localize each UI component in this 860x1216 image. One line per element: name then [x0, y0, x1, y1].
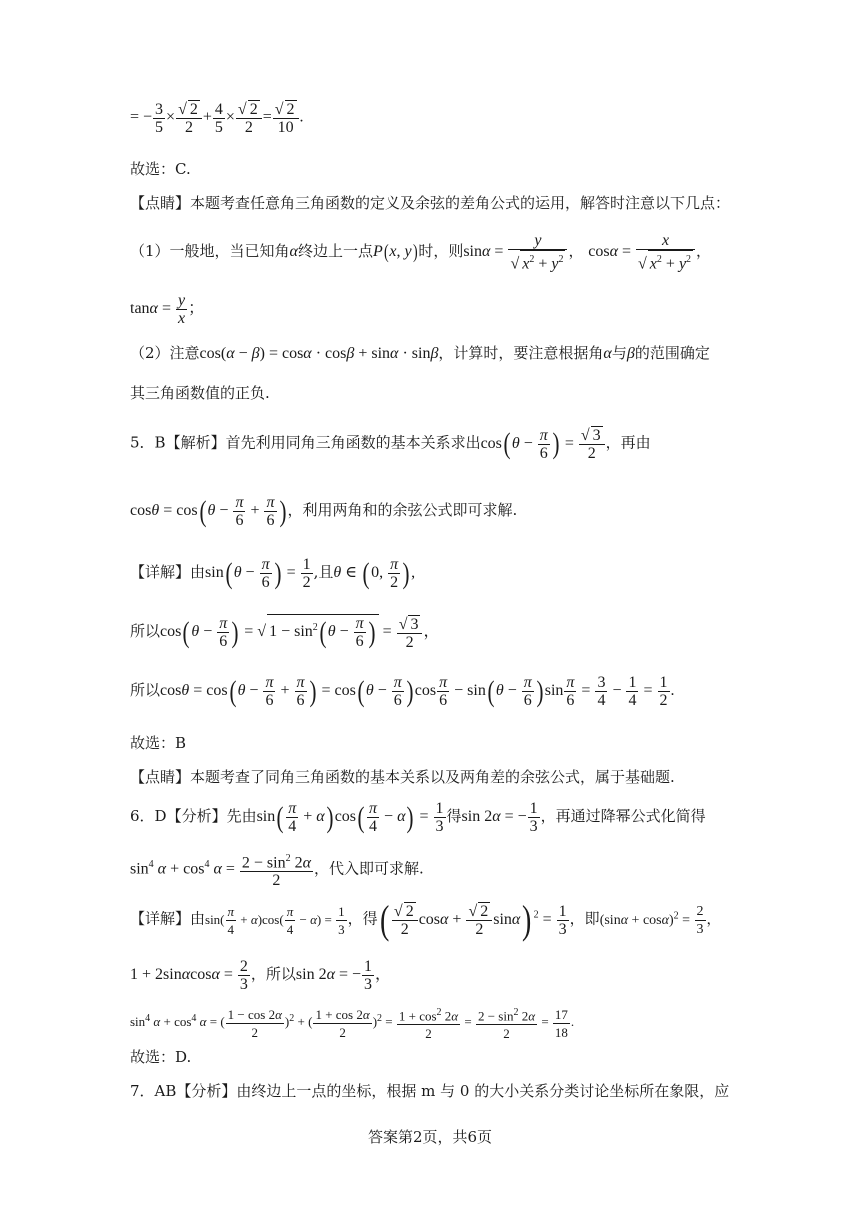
text-line-7: 其三角函数值的正负.: [130, 384, 270, 402]
formula-line-12: 所以cosθ = cos(θ − $\frac{\pi}{6}$ + $\frac{\pi}{6}$ ) = cos(θ − $\frac{\pi}{6}$ )cos $\frac{\pi}{6}$ − sin(θ − $\frac{\pi}{6}$ )sin $\frac{\pi}{6}$ = $\frac{3}{4}$ − $\frac{1}{4}$ = $\frac{1}{2}$ .: [130, 674, 675, 709]
problem-6-analysis: 6．D【分析】先由sin( $\frac{\pi}{4}$ + α)cos( $\frac{\pi}{4}$ − α) = $\frac{1}{3}$ 得sin 2α = − $\frac{1}{3}$ ，再通过降幂公式化简得: [130, 800, 706, 835]
problem-7-analysis: 7．AB【分析】由终边上一点的坐标，根据 m 与 0 的大小关系分类讨论坐标所在象限，应: [130, 1082, 730, 1100]
answer-line-d: 故选：D.: [130, 1048, 192, 1066]
problem-5-detail: 【详解】由sin(θ − $\frac{\pi}{6}$ ) = $\frac{1}{2}$ ,且θ ∈ (0, $\frac{\pi}{2}$ ),: [130, 556, 416, 591]
formula-line-9: cosθ = cos(θ − $\frac{\pi}{6}$ + $\frac{\pi}{6}$ ) ，利用两角和的余弦公式即可求解.: [130, 494, 518, 529]
answer-line-b: 故选：B: [130, 734, 187, 752]
formula-line-16: $\sin^4 \alpha + \cos^4 \alpha$ = $\frac{2 - \sin^2 2\alpha}{2}$ ，代入即可求解.: [130, 850, 424, 889]
formula-line-11: 所以cos(θ − $\frac{\pi}{6}$ ) = √ $1 - \sin^2(\theta$ − $\frac{\pi}{6}$ ) = $\frac{√ 3}{2}$ ，: [130, 615, 440, 651]
comment-line-b: 【点睛】本题考查了同角三角函数的基本关系以及两角差的余弦公式，属于基础题.: [130, 768, 675, 786]
comment-paragraph: 【点睛】本题考查任意角三角函数的定义及余弦的差角公式的运用，解答时注意以下几点：: [130, 194, 731, 212]
formula-line-6: （2）注意cos(α − β) = cosα · cosβ + sinα · sinβ，计算时，要注意根据角α与β的范围确定: [130, 344, 710, 362]
formula-line-1: = − $\frac{3}{5}$ × $\frac{√ 2}{2}$ + $\frac{4}{5}$ × $\frac{√ 2}{2}$ = $\frac{√ 2}{10}$ .: [130, 100, 304, 136]
answer-line: 故选：C.: [130, 160, 191, 178]
formula-line-18: 1 + 2sinαcosα = $\frac{2}{3}$ ，所以sin 2α = − $\frac{1}{3}$ ，: [130, 958, 392, 993]
page-footer: 答案第2页，共6页: [367, 1128, 493, 1146]
problem-6-detail: 【详解】由sin( $\frac{\pi}{4}$ + α)cos( $\frac{\pi}{4}$ − α) = $\frac{1}{3}$ ，得( $\frac{√ 2}{2}$ cosα + $\frac{√ 2}{2}$ sinα) $^2$ = $\frac{1}{3}$ ，即$(\sin\alpha + \cos\alpha)^2$ = $\frac{2}{3}$ ，: [130, 897, 721, 942]
formula-line-5: tanα = $\frac{y}{x}$ ；: [130, 292, 205, 327]
problem-5-analysis: 5．B【解析】首先利用同角三角函数的基本关系求出cos(θ − $\frac{\pi}{6}$ ) = $\frac{√ 3}{2}$ ，再由: [130, 426, 651, 462]
formula-line-4: （1）一般地，当已知角α终边上一点P(x, y)时，则sinα = $\frac{y}{√ x^2 + y^2}$ ， cosα = $\frac{x}{√ x^2 + y^2}$ ，: [130, 232, 712, 273]
formula-line-19: $\sin^4 \alpha + \cos^4 \alpha$ = ( $\frac{1 - \cos 2\alpha}{2}$ )$^2$ + ( $\frac{1 + \cos 2\alpha}{2}$ )$^2$ = $\frac{1 + \cos^2 2\alpha}{2}$ = $\frac{2 - \sin^2 2\alpha}{2}$ = $\frac{17}{18}$ .: [130, 1004, 574, 1042]
